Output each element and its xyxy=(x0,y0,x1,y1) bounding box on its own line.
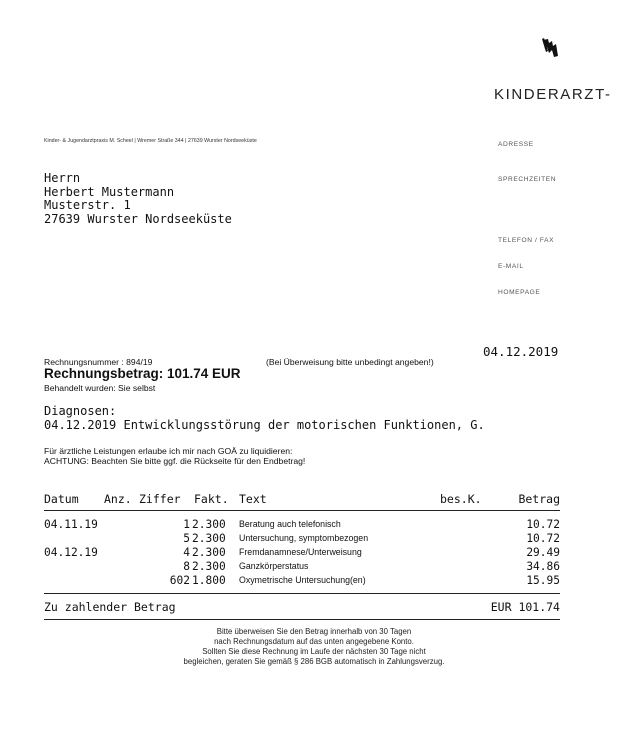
practice-logo-icon xyxy=(540,38,562,58)
warning-note: ACHTUNG: Beachten Sie bitte ggf. die Rückseite für den Endbetrag! xyxy=(44,456,306,466)
row-fakt: 1.800 xyxy=(192,574,226,587)
row-ziffer: 1 xyxy=(183,518,190,531)
col-header-betrag: Betrag xyxy=(518,492,560,506)
row-fakt: 2.300 xyxy=(192,518,226,531)
sender-line: Kinder- & Jugendarztpraxis M. Scheel | Wremer Straße 344 | 27639 Wurster Nordseeküste xyxy=(44,138,257,144)
row-datum: 04.11.19 xyxy=(44,518,98,531)
row-betrag: 34.86 xyxy=(526,560,560,573)
footer-line: Bitte überweisen Sie den Betrag innerhalb von 30 Tagen xyxy=(216,627,412,636)
contact-label-address: ADRESSE xyxy=(498,141,534,148)
row-betrag: 15.95 xyxy=(526,574,560,587)
row-betrag: 10.72 xyxy=(526,532,560,545)
row-datum: 04.12.19 xyxy=(44,546,98,559)
footer-line: Sollten Sie diese Rechnung im Laufe der nächsten 30 Tage nicht xyxy=(202,647,426,656)
row-fakt: 2.300 xyxy=(192,546,226,559)
recipient-street: Musterstr. 1 xyxy=(44,198,131,212)
contact-label-email: E-MAIL xyxy=(498,263,524,270)
row-text: Ganzkörperstatus xyxy=(239,561,309,571)
row-betrag: 10.72 xyxy=(526,518,560,531)
col-header-datum: Datum xyxy=(44,492,79,506)
contact-label-phone-fax: TELEFON / FAX xyxy=(498,237,555,244)
col-header-ziffer: Ziffer xyxy=(139,492,181,506)
recipient-city: 27639 Wurster Nordseeküste xyxy=(44,211,232,226)
contact-label-hours: SPRECHZEITEN xyxy=(498,176,557,183)
goa-note: Für ärztliche Leistungen erlaube ich mir nach GOÄ zu liquidieren: xyxy=(44,446,293,456)
total-label: Zu zahlender Betrag xyxy=(44,600,176,614)
practice-brand: KINDERARZT- xyxy=(494,86,612,103)
table-header-divider xyxy=(44,510,560,511)
treated-line: Behandelt wurden: Sie selbst xyxy=(44,383,156,393)
transfer-note: (Bei Überweisung bitte unbedingt angeben!) xyxy=(266,357,434,367)
row-text: Oxymetrische Untersuchung(en) xyxy=(239,575,366,585)
table-total-divider xyxy=(44,593,560,594)
recipient-name: Herbert Mustermann xyxy=(44,184,175,199)
row-text: Fremdanamnese/Unterweisung xyxy=(239,547,362,557)
invoice-number: Rechnungsnummer : 894/19 xyxy=(44,357,153,367)
row-fakt: 2.300 xyxy=(192,560,226,573)
col-header-fakt: Fakt. xyxy=(194,492,229,506)
row-betrag: 29.49 xyxy=(526,546,560,559)
row-fakt: 2.300 xyxy=(192,532,226,545)
contact-label-homepage: HOMEPAGE xyxy=(498,289,541,296)
footer-line: begleichen, geraten Sie gemäß § 286 BGB automatisch in Zahlungsverzug. xyxy=(183,657,445,666)
col-header-anz: Anz. xyxy=(104,492,132,506)
invoice-date: 04.12.2019 xyxy=(483,344,559,359)
recipient-salutation: Herrn xyxy=(44,171,81,185)
row-ziffer: 5 xyxy=(183,532,190,545)
row-text: Beratung auch telefonisch xyxy=(239,519,341,529)
row-ziffer: 602 xyxy=(169,574,190,587)
row-ziffer: 8 xyxy=(183,560,190,573)
col-header-text: Text xyxy=(239,492,267,506)
row-ziffer: 4 xyxy=(183,546,190,559)
diagnosis-line: 04.12.2019 Entwicklungsstörung der motorischen Funktionen, G. xyxy=(44,418,485,432)
table-bottom-divider xyxy=(44,619,560,620)
col-header-besk: bes.K. xyxy=(440,492,482,506)
total-value: EUR 101.74 xyxy=(490,600,560,614)
diagnoses-heading: Diagnosen: xyxy=(44,404,117,418)
row-text: Untersuchung, symptombezogen xyxy=(239,533,369,543)
footer-line: nach Rechnungsdatum auf das unten angegebene Konto. xyxy=(214,637,414,646)
invoice-amount: Rechnungsbetrag: 101.74 EUR xyxy=(44,366,241,381)
